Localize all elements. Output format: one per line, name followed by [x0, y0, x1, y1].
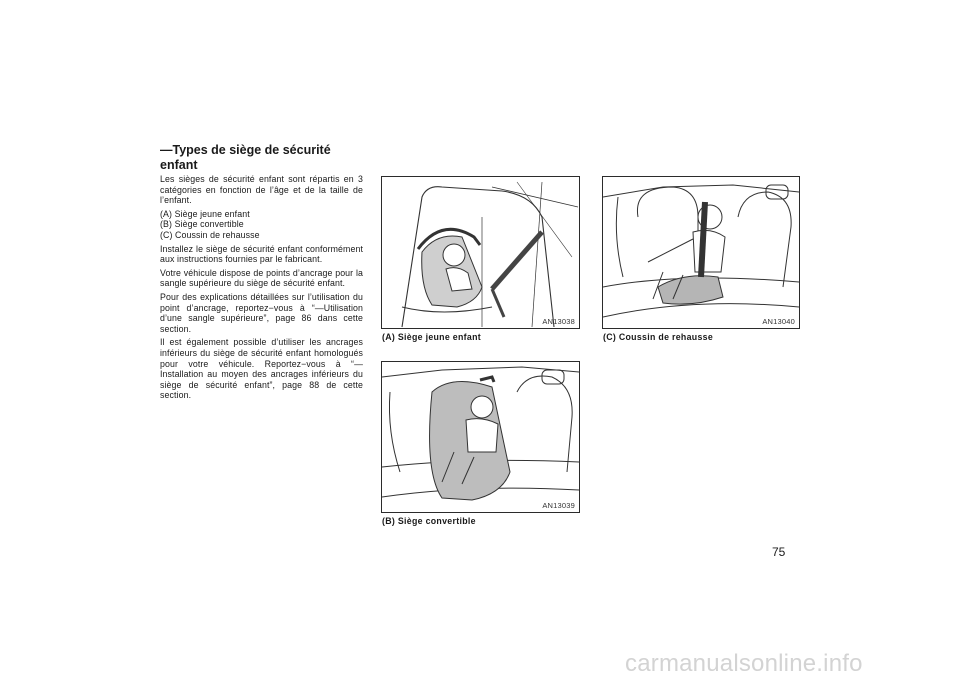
- figure-infant-seat: [381, 176, 580, 329]
- section-title: —Types de siège de sécurité enfant: [160, 143, 331, 172]
- category-item-a: (A) Siège jeune enfant: [160, 208, 250, 219]
- body-text: [160, 174, 363, 404]
- convertible-seat-illustration: [382, 362, 579, 512]
- page-number: 75: [772, 545, 786, 559]
- infant-seat-illustration: [382, 177, 579, 328]
- category-item-c: (C) Coussin de rehausse: [160, 229, 260, 240]
- figure-caption-a: (A) Siège jeune enfant: [382, 332, 481, 342]
- booster-seat-illustration: [603, 177, 799, 328]
- install-paragraph: Installez le siège de sécurité enfant conformément aux instructions fournies par le fabricant.: [160, 243, 363, 265]
- figure-booster-seat: [602, 176, 800, 329]
- anchor-points-paragraph: Votre véhicule dispose de points d’ancrage pour la sangle supérieure du siège de sécurité enfant.: [160, 267, 363, 289]
- figure-code: AN13040: [762, 317, 795, 326]
- figure-code: AN13038: [542, 317, 575, 326]
- category-list: [160, 209, 363, 241]
- figure-convertible-seat: [381, 361, 580, 513]
- category-item-b: (B) Siège convertible: [160, 219, 244, 230]
- lower-anchors-paragraph: Il est également possible d’utiliser les ancrages inférieurs du siège de sécurité enfant homologués pour votre véhicule. Reportez−vous à “—Installation au moyen des ancrages inférieurs du siège de sécurité enfant”, page 88 de cette section.: [160, 337, 363, 401]
- anchor-reference-paragraph: Pour des explications détaillées sur l’utilisation du point d’ancrage, reportez−vous à “—Utilisation d’une sangle supérieure”, page 86 dans cette section.: [160, 291, 363, 334]
- figure-code: AN13039: [542, 501, 575, 510]
- figure-caption-b: (B) Siège convertible: [382, 516, 476, 526]
- intro-paragraph: Les sièges de sécurité enfant sont répartis en 3 catégories en fonction de l’âge et de la taille de l’enfant.: [160, 174, 363, 206]
- figure-caption-c: (C) Coussin de rehausse: [603, 332, 714, 342]
- site-watermark: carmanualsonline.info: [625, 650, 863, 677]
